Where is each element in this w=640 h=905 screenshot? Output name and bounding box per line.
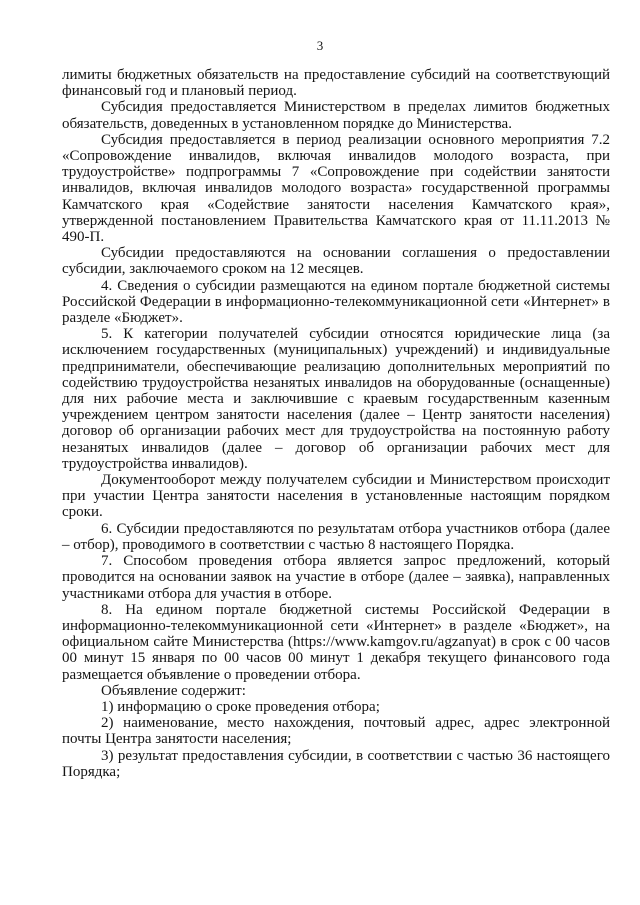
document-body <box>62 67 610 780</box>
paragraph-subsidy-ministry-limits: Субсидия предоставляется Министерством в пределах лимитов бюджетных обязательств, доведенных в установленном порядке до Министерства. <box>62 99 610 132</box>
list-item-1: 1) информацию о сроке проведения отбора; <box>101 698 380 715</box>
paragraph-budget-limits: лимиты бюджетных обязательств на предоставление субсидий на соответствующий финансовый год и плановый период. <box>62 67 610 100</box>
list-item-2: 2) наименование, место нахождения, почтовый адрес, адрес электронной почты Центра занятости населения; <box>62 715 610 748</box>
paragraph-item-4: 4. Сведения о субсидии размещаются на едином портале бюджетной системы Российской Федерации в информационно-телекоммуникационной сети «Интернет» в разделе «Бюджет». <box>62 277 610 327</box>
paragraph-item-7: 7. Способом проведения отбора является запрос предложений, который проводится на основании заявок на участие в отборе (далее – заявка), направленных участниками отбора для участия в отборе. <box>62 553 610 602</box>
paragraph-announcement-contains: Объявление содержит: <box>101 682 246 699</box>
paragraph-document-flow: Документооборот между получателем субсидии и Министерством происходит при участии Центра занятости населения в установленные настоящим порядком сроки. <box>62 472 610 521</box>
paragraph-item-6: 6. Субсидии предоставляются по результатам отбора участников отбора (далее – отбор), проводимого в соответствии с частью 8 настоящего Порядка. <box>62 520 610 553</box>
paragraph-item-8: 8. На едином портале бюджетной системы Российской Федерации в информационно-телекоммуникационной сети «Интернет» в разделе «Бюджет», на официальном сайте Министерства (https://www.kamgov.ru/agzanyat) в срок с 00 часов 00 минут 15 января по 00 часов 00 минут 1 декабря текущего финансового года размещается объявление о проведении отбора. <box>62 601 610 683</box>
list-item-3: 3) результат предоставления субсидии, в соответствии с частью 36 настоящего Порядка; <box>62 747 610 780</box>
page-number: 3 <box>316 38 324 53</box>
paragraph-subsidy-agreement: Субсидии предоставляются на основании соглашения о предоставлении субсидии, заключаемого сроком на 12 месяцев. <box>62 245 610 278</box>
paragraph-item-5: 5. К категории получателей субсидии относятся юридические лица (за исключением государственных (муниципальных) учреждений) и индивидуальные предприниматели, обеспечивающие реализацию дополнительных мероприятий по содействию трудоустройства незанятых инвалидов на оборудованные (оснащенные) для них рабочие места и заключившие с краевым государственным казенным учреждением центром занятости населения (далее – Центр занятости населения) договор об организации рабочих мест для трудоустройства на постоянную работу незанятых инвалидов (далее – договор об организации рабочих мест для трудоустройства инвалидов). <box>62 326 610 472</box>
paragraph-subsidy-program-period: Субсидия предоставляется в период реализации основного мероприятия 7.2 «Сопровождение инвалидов, включая инвалидов молодого возраста, при трудоустройстве» подпрограммы 7 «Сопровождение при содействии занятости инвалидов, включая инвалидов молодого возраста» государственной программы Камчатского края «Содействие занятости населения Камчатского края», утвержденной постановлением Правительства Камчатского края от 11.11.2013 № 490-П. <box>62 131 610 246</box>
